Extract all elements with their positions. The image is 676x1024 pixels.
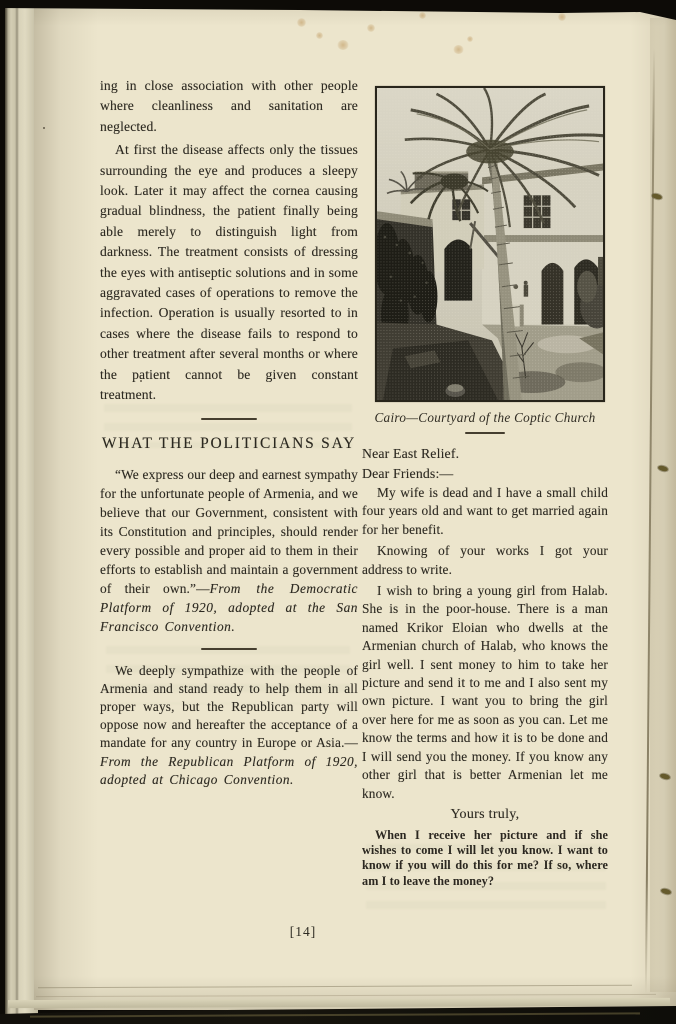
paragraph-democratic-platform: [100, 465, 358, 636]
page-curl-line: [36, 994, 656, 997]
paper-speck: [43, 127, 45, 129]
foxing-stain: [337, 40, 349, 50]
foxing-stain: [467, 36, 473, 42]
letter-paragraph-1: My wife is dead and I have a small child four years old and want to get married again for her benefit.: [362, 485, 608, 537]
foxing-stain: [453, 45, 464, 54]
paragraph-trachoma-treatment: At first the disease affects only the tissues surrounding the eye and produces a sleepy look. Later it may affect the cornea causing gradual blindness, the patient finally being able merely to distinguish light from darkness. The treatment consists of dressing the eyes with antiseptic solutions and in some aggravated cases of operations to remove the infection. Operation is usually resorted to in cases where the disease fails to respond to other treatment after several months or where the patient cannot be given constant treatment.: [100, 142, 358, 403]
foxing-stain: [316, 32, 323, 39]
foxing-stain: [558, 13, 566, 21]
magazine-page: [34, 6, 676, 1010]
letter-salutation: Dear Friends:—: [362, 466, 454, 481]
letter-closing: Yours truly,: [450, 806, 520, 822]
attribution-democratic: From the Democratic Platform of 1920, adopted at the San Francisco Convention.: [100, 580, 358, 634]
courtyard-photo-illustration: [377, 88, 603, 400]
attribution-republican: From the Republican Platform of 1920, adopted at Chicago Convention.: [100, 753, 358, 787]
left-column: [100, 76, 358, 792]
photo-cairo-courtyard: [362, 86, 608, 434]
foxing-stain: [367, 24, 375, 32]
page-number: [14]: [289, 924, 317, 939]
quote-democratic-text: “We express our deep and earnest sympathy for the unfortunate people of Armenia, and we believe that our Government, consistent with its Constitution and principles, should render every possible and proper aid to them in their efforts to establish and maintain a government of their own.”—: [100, 466, 358, 596]
photo-caption: Cairo—Courtyard of the Coptic Church: [374, 410, 596, 425]
letter-paragraph-2: Knowing of your works I got your address to write.: [362, 543, 608, 577]
section-heading: WHAT THE POLITICIANS SAY: [101, 434, 357, 452]
quote-republican-text: We deeply sympathize with the people of Armenia and stand ready to help them in all proper ways, but the Republican party will oppose now and hereafter the acceptance of a mandate for any country in Europe or Asia.—: [100, 662, 358, 751]
page-curl-line: [38, 985, 632, 989]
paragraph-republican-platform: [100, 662, 358, 789]
letter-paragraph-3: I wish to bring a young girl from Halab. She is in the poor-house. There is a man named Krikor Eloian who dwells at the Armenian church of Halab, who knows the girl well. I sent money to him to take her picture and send it to me and I also sent my own picture. I want you to bring the girl over here for me as soon as you can. Let me know the terms and how it is to be done and I will send you the money. If you know any other girl that is better Armenian let me know.: [362, 583, 608, 801]
letter-addressee: Near East Relief.: [362, 446, 460, 461]
right-column: [362, 86, 608, 889]
foxing-stain: [419, 12, 426, 19]
section-divider-middle: [201, 648, 257, 650]
photo-frame: [375, 86, 605, 402]
paragraph-trachoma-symptoms: ing in close association with other people where cleanliness and sanitation are neglected.: [100, 78, 358, 134]
foxing-stain: [297, 18, 306, 27]
section-divider-top: [201, 418, 257, 420]
caption-divider: [465, 432, 505, 434]
letter-postscript: When I receive her picture and if she wishes to come I will let you know. I want to know if you will do this for me? If so, where am I to leave the money?: [362, 827, 608, 888]
